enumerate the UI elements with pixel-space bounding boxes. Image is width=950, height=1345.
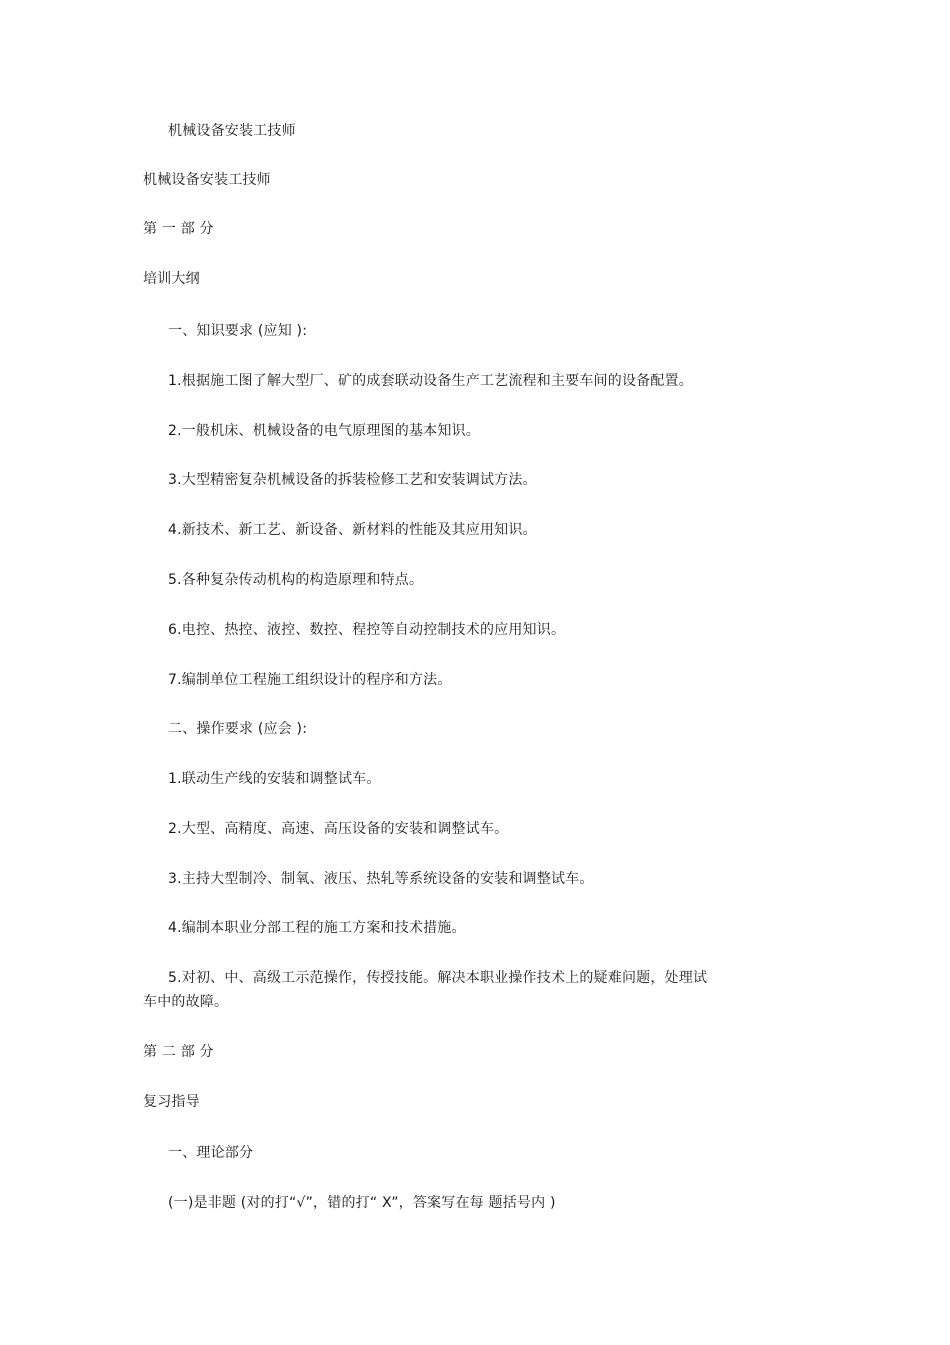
knowledge-item: 5.各种复杂传动机构的构造原理和特点。 xyxy=(168,572,424,588)
part-one-name: 培训大纲 xyxy=(143,271,200,287)
knowledge-item: 3.大型精密复杂机械设备的拆装检修工艺和安装调试方法。 xyxy=(168,472,537,488)
operation-item: 5.对初、中、高级工示范操作，传授技能。解决本职业操作技术上的疑难问题，处理试车中的故障。 xyxy=(143,970,708,1010)
knowledge-item: 4.新技术、新工艺、新设备、新材料的性能及其应用知识。 xyxy=(168,522,537,538)
operation-item: 3.主持大型制冷、制氧、液压、热轧等系统设备的安装和调整试车。 xyxy=(168,871,594,887)
knowledge-item: 1.根据施工图了解大型厂、矿的成套联动设备生产工艺流程和主要车间的设备配置。 xyxy=(168,373,693,389)
true-false-heading: (一)是非题 (对的打“√”，错的打“ X”，答案写在每 题括号内 ) xyxy=(168,1195,556,1211)
knowledge-item: 6.电控、热控、液控、数控、程控等自动控制技术的应用知识。 xyxy=(168,622,566,638)
part-two-heading: 第 二 部 分 xyxy=(143,1044,214,1060)
document-title: 机械设备安装工技师 xyxy=(143,172,271,188)
operation-heading: 二、操作要求 (应会 ): xyxy=(168,721,308,737)
part-one-heading: 第 一 部 分 xyxy=(143,221,214,237)
operation-item: 4.编制本职业分部工程的施工方案和技术措施。 xyxy=(168,920,466,936)
knowledge-item: 2.一般机床、机械设备的电气原理图的基本知识。 xyxy=(168,423,480,439)
theory-heading: 一、理论部分 xyxy=(168,1145,254,1161)
document-title-indented: 机械设备安装工技师 xyxy=(168,123,296,139)
operation-item: 2.大型、高精度、高速、高压设备的安装和调整试车。 xyxy=(168,821,509,837)
part-two-name: 复习指导 xyxy=(143,1094,200,1110)
operation-item: 1.联动生产线的安装和调整试车。 xyxy=(168,771,381,787)
knowledge-item: 7.编制单位工程施工组织设计的程序和方法。 xyxy=(168,672,452,688)
knowledge-heading: 一、知识要求 (应知 ): xyxy=(168,323,308,339)
